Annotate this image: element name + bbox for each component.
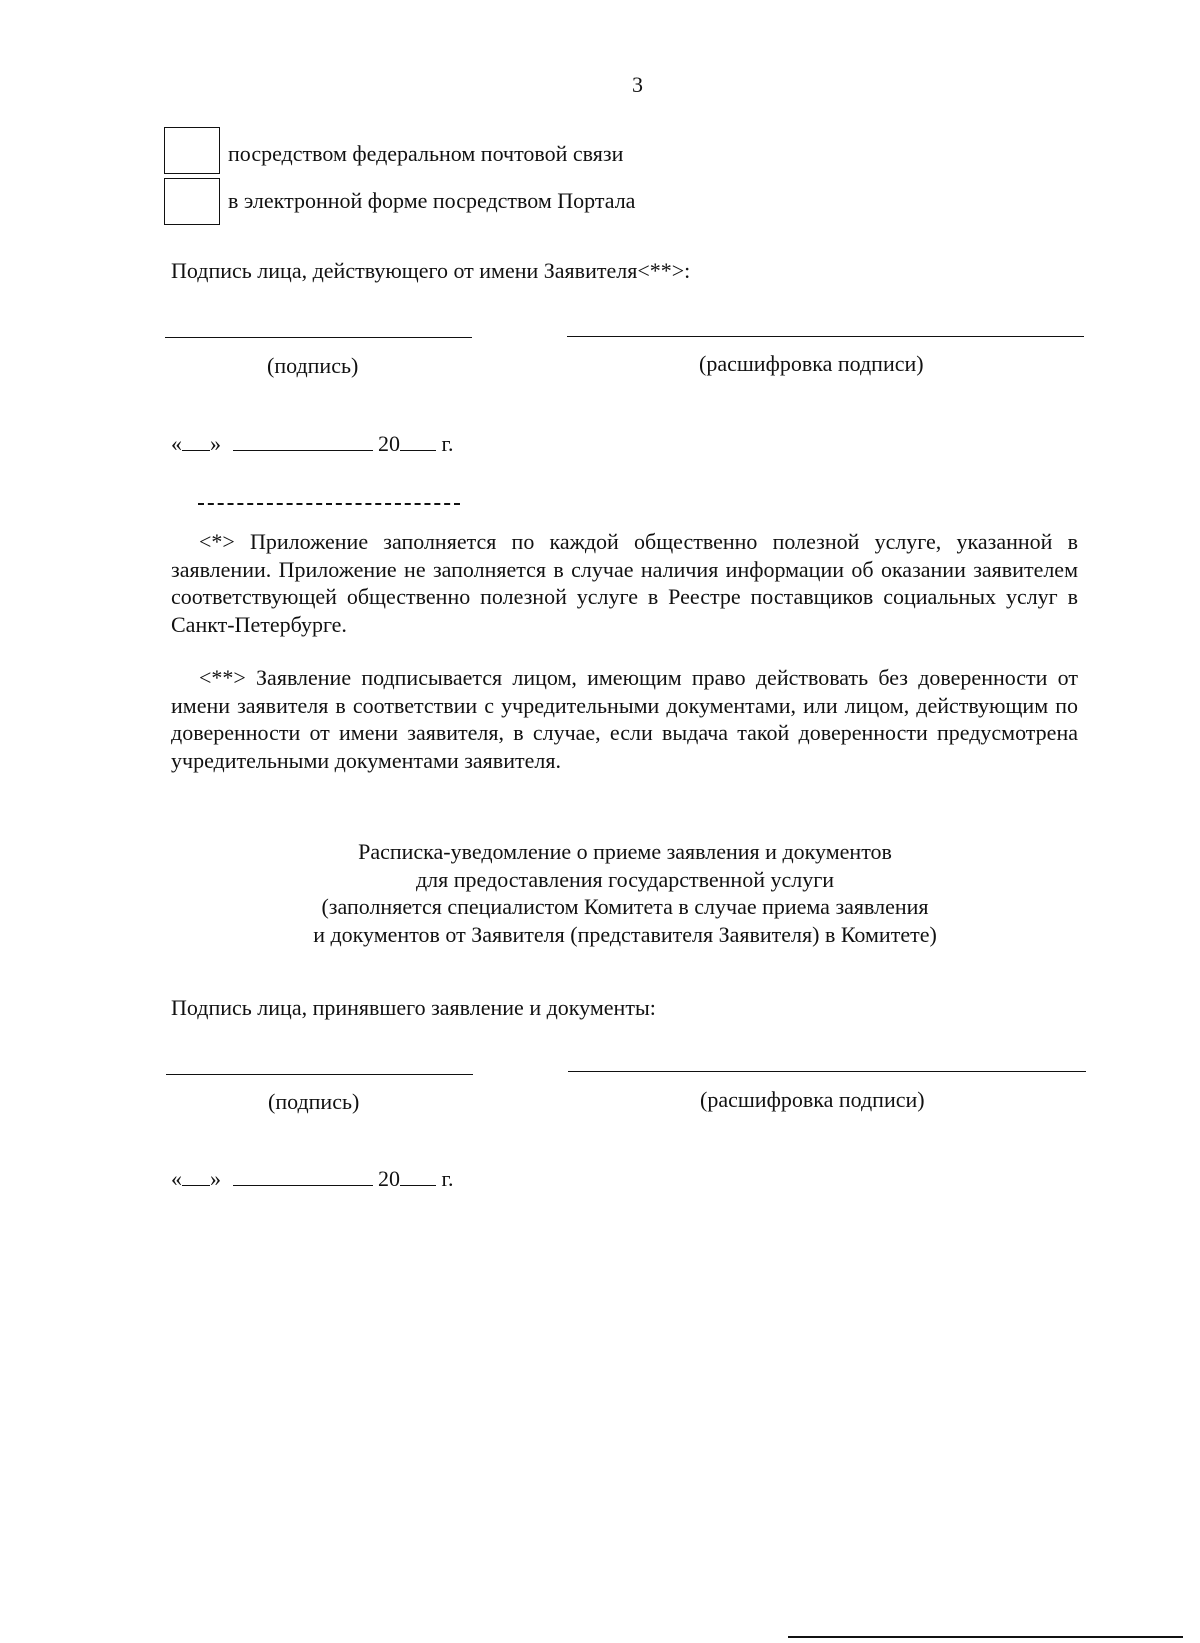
receipt-title-line: (заполняется специалистом Комитета в случае приема заявления (321, 894, 929, 919)
receipt-signature-line[interactable] (166, 1074, 473, 1075)
page-bottom-rule (788, 1636, 1183, 1638)
receipt-signature-heading: Подпись лица, принявшего заявление и документы: (171, 995, 656, 1020)
applicant-decoding-line[interactable] (567, 336, 1084, 337)
page-number: 3 (632, 72, 643, 97)
receipt-decoding-caption: (расшифровка подписи) (700, 1087, 925, 1112)
date-day-blank[interactable] (182, 1163, 210, 1186)
checkbox-portal[interactable] (164, 178, 220, 225)
applicant-signature-caption: (подпись) (267, 353, 359, 378)
date-day-blank[interactable] (182, 428, 210, 451)
footnote-2: <**> Заявление подписывается лицом, имеющим право действовать без доверенности от имени заявителя в соответствии с учредительными документами, или лицом, действующим по доверенности от имени заявителя, в случае, если выдача такой доверенности предусмотрена учредительными документами заявителя. (171, 665, 1078, 773)
date-year-prefix: 20 (378, 1166, 400, 1191)
receipt-title (175, 838, 1075, 948)
date-close-quote: » (210, 1166, 221, 1191)
checkbox-postal[interactable] (164, 127, 220, 174)
date-year-suffix: г. (441, 431, 454, 456)
date-open-quote: « (171, 1166, 182, 1191)
receipt-title-line: для предоставления государственной услуги (415, 866, 835, 892)
date-month-blank[interactable] (233, 428, 373, 451)
applicant-signature-line[interactable] (165, 337, 472, 338)
receipt-title-line: Расписка-уведомление о приеме заявления и документов (358, 839, 892, 864)
receipt-signature-caption: (подпись) (268, 1089, 360, 1114)
date-year-suffix: г. (441, 1166, 454, 1191)
date-year-blank[interactable] (400, 428, 436, 451)
footnote-1: <*> Приложение заполняется по каждой общественно полезной услуге, указанной в заявлении. Приложение не заполняется в случае наличия информации об оказании заявителем соответствующей общественно полезной услуге в Реестре поставщиков социальных услуг в Санкт-Петербурге. (171, 529, 1078, 637)
date-close-quote: » (210, 431, 221, 456)
applicant-decoding-caption: (расшифровка подписи) (699, 351, 924, 376)
date-open-quote: « (171, 431, 182, 456)
receipt-title-line: и документов от Заявителя (представителя Заявителя) в Комитете) (313, 921, 937, 947)
applicant-date-row (171, 428, 454, 457)
checkbox-portal-label: в электронной форме посредством Портала (228, 188, 636, 213)
applicant-signature-heading: Подпись лица, действующего от имени Заявителя<**>: (171, 258, 691, 283)
date-year-blank[interactable] (400, 1163, 436, 1186)
date-year-prefix: 20 (378, 431, 400, 456)
receipt-decoding-line[interactable] (568, 1071, 1086, 1072)
receipt-date-row (171, 1163, 454, 1192)
checkbox-postal-label: посредством федеральном почтовой связи (228, 141, 624, 166)
footnote-separator (198, 503, 460, 505)
date-month-blank[interactable] (233, 1163, 373, 1186)
